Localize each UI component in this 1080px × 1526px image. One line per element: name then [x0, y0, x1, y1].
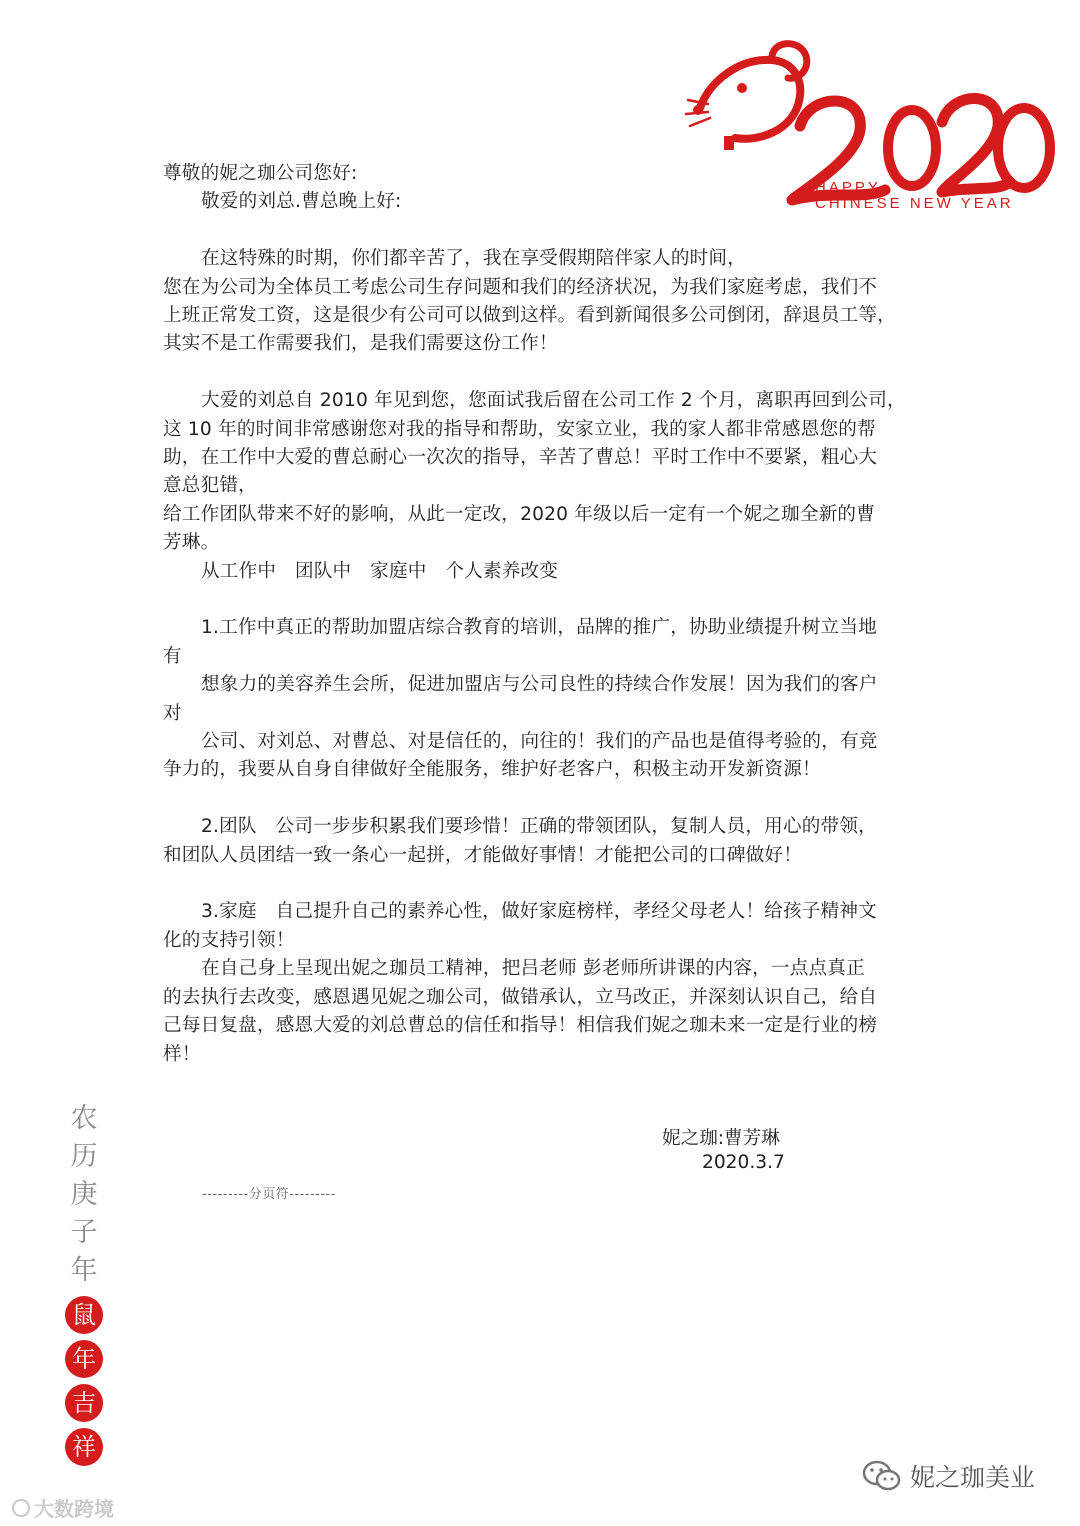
page-break-marker: ---------分页符---------: [202, 1187, 336, 1202]
paragraph-gap: [163, 359, 923, 387]
paragraph-line: 大爱的刘总自 2010 年见到您，您面试我后留在公司工作 2 个月，离职再回到公司，: [201, 390, 906, 412]
item-3-line: 的去执行去改变，感恩遇见妮之珈公司，做错承认，立马改正，并深刻认识自己，给自: [163, 986, 878, 1008]
watermark-right: [862, 1458, 1035, 1494]
wechat-icon: [862, 1459, 902, 1493]
greeting: 敬爱的刘总.曹总晚上好:: [201, 191, 402, 213]
item-3-line: 在自己身上呈现出妮之珈员工精神，把吕老师 彭老师所讲课的内容，一点点真正: [201, 958, 865, 980]
paragraph-line: 从工作中 团队中 家庭中 个人素养改变: [201, 560, 559, 582]
chinese-new-year-text: CHINESE NEW YEAR: [815, 195, 1014, 212]
item-1-line: 对: [163, 702, 182, 724]
paragraph-gap: [163, 870, 923, 898]
item-2-line: 和团队人员团结一致一条心一起拼，才能做好事情！才能把公司的口碑做好！: [163, 844, 802, 866]
vertical-lunar-text: [62, 1100, 106, 1466]
item-1-line: 有: [163, 645, 182, 667]
signature-date: 2020.3.7: [702, 1152, 785, 1173]
item-1-line: 公司、对刘总、对曹总、对是信任的，向往的！我们的产品也是值得考验的，有竞: [201, 731, 878, 753]
paragraph-line: 上班正常发工资，这是很少有公司可以做到这样。看到新闻很多公司倒闭，辞退员工等，: [163, 305, 896, 327]
paragraph-line: 在这特殊的时期，你们都辛苦了，我在享受假期陪伴家人的时间，: [201, 248, 747, 270]
red-seal-char: 年: [65, 1340, 103, 1378]
salutation: 尊敬的妮之珈公司您好:: [163, 163, 358, 184]
red-seal-char: 祥: [65, 1428, 103, 1466]
paragraph-line: 助，在工作中大爱的曹总耐心一次次的指导，辛苦了曹总！平时工作中不要紧，粗心大: [163, 447, 878, 469]
paragraph-line: 意总犯错，: [163, 475, 257, 497]
paragraph-line: 芳琳。: [163, 532, 220, 554]
item-3-line: 3.家庭 自己提升自己的素养心性，做好家庭榜样，孝经父母老人！给孩子精神文: [201, 901, 877, 923]
happy-text: HAPPY: [815, 179, 881, 196]
item-3-line: 化的支持引领！: [163, 929, 295, 951]
item-1-line: 想象力的美容养生会所，促进加盟店与公司良性的持续合作发展！因为我们的客户: [201, 674, 878, 696]
vertical-char: 年: [70, 1255, 98, 1286]
watermark-right-text: 妮之珈美业: [910, 1463, 1036, 1492]
paragraph-line: 您在为公司为全体员工考虑公司生存问题和我们的经济状况，为我们家庭考虑，我们不: [163, 276, 878, 298]
signature-name: 妮之珈:曹芳琳: [662, 1128, 780, 1149]
vertical-char: 历: [70, 1141, 98, 1172]
paragraph-line: 其实不是工作需要我们，是我们需要这份工作！: [163, 333, 558, 355]
paragraph-gap: [163, 785, 923, 813]
item-2-line: 2.团队 公司一步步积累我们要珍惜！正确的带领团队，复制人员，用心的带领，: [201, 816, 877, 838]
watermark-logo-icon: [12, 1499, 30, 1517]
red-seal-char: 鼠: [65, 1296, 103, 1334]
item-1-line: 争力的，我要从自身自律做好全能服务，维护好老客户，积极主动开发新资源！: [163, 759, 821, 781]
paragraph-line: 这 10 年的时间非常感谢您对我的指导和帮助，安家立业，我的家人都非常感恩您的帮: [163, 418, 876, 440]
item-1-line: 1.工作中真正的帮助加盟店综合教育的培训，品牌的推广，协助业绩提升树立当地: [201, 617, 877, 639]
letter-body: [163, 160, 923, 1069]
red-seal-char: 吉: [65, 1384, 103, 1422]
paragraph-gap: [163, 217, 923, 245]
vertical-char: 子: [70, 1217, 98, 1248]
watermark-left: [12, 1493, 114, 1522]
item-3-line: 样！: [163, 1043, 201, 1065]
vertical-char: 农: [70, 1103, 98, 1134]
paragraph-line: 给工作团队带来不好的影响，从此一定改，2020 年级以后一定有一个妮之珈全新的曹: [163, 503, 876, 525]
paragraph-gap: [163, 586, 923, 614]
watermark-left-text: 大数跨境: [34, 1497, 114, 1521]
item-3-line: 己每日复盘，感恩大爱的刘总曹总的信任和指导！相信我们妮之珈未来一定是行业的榜: [163, 1015, 878, 1037]
vertical-char: 庚: [70, 1179, 98, 1210]
